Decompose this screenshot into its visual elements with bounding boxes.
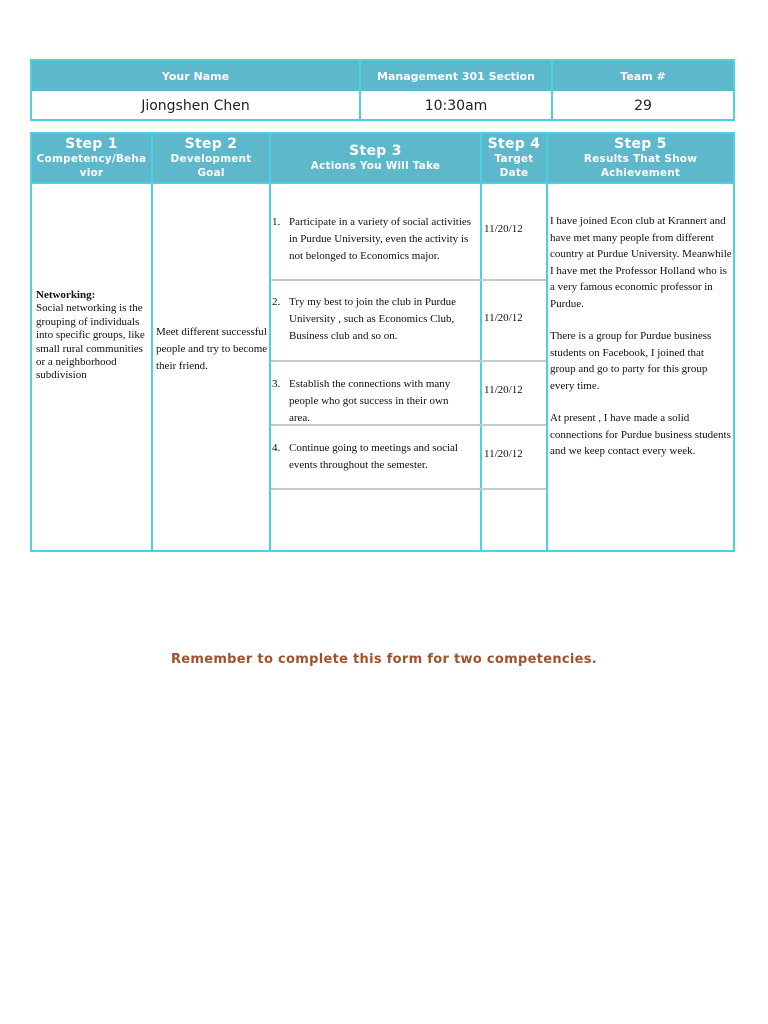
- step-subtitle: Competency/Beha vior: [36, 153, 147, 179]
- step-number: Step 4: [487, 136, 541, 152]
- info-table: [30, 59, 735, 121]
- step-subtitle: Development Goal: [170, 153, 252, 179]
- result-paragraph: At present , I have made a solid connections for Purdue business students and we keep contact every week.: [550, 412, 731, 457]
- action-number: 1.: [272, 216, 281, 228]
- name-value: Jiongshen Chen: [141, 98, 250, 114]
- divider: [546, 134, 548, 550]
- competency-description: Social networking is the grouping of individuals into specific groups, like small rural communities or a neighborhood subdivision: [36, 302, 145, 382]
- action-item: [272, 376, 472, 427]
- result-paragraph: There is a group for Purdue business students on Facebook, I joined that group and go to party for this group every time.: [550, 330, 712, 392]
- result-paragraph: I have joined Econ club at Krannert and have met many people from different country at Purdue University. Meanwhile I have met the Professor Holland who is a very famous economic professor in Purdue.: [550, 215, 732, 310]
- step-number: Step 3: [349, 143, 402, 159]
- action-text: Participate in a variety of social activities in Purdue University, even the activity is not belonged to Economics major.: [289, 216, 472, 262]
- team-value: 29: [634, 98, 652, 114]
- action-number: 2.: [272, 296, 281, 308]
- action-text: Establish the connections with many people who got success in their own area.: [289, 378, 451, 424]
- competency-table: [30, 132, 735, 552]
- header-step-3: [271, 134, 480, 182]
- step-number: Step 2: [184, 136, 238, 152]
- step-number: Step 1: [65, 136, 118, 152]
- target-date: 11/20/12: [484, 223, 523, 235]
- competency-cell: [36, 289, 148, 383]
- header-step-2: [153, 134, 269, 182]
- divider: [151, 134, 153, 550]
- action-number: 3.: [272, 378, 281, 390]
- results-cell: [550, 213, 732, 476]
- target-date: 11/20/12: [484, 448, 523, 460]
- competency-title: Networking:: [36, 289, 96, 301]
- divider: [32, 182, 733, 184]
- step-number: Step 5: [614, 136, 667, 152]
- step-subtitle: Target Date: [494, 153, 534, 179]
- target-date: 11/20/12: [484, 384, 523, 396]
- action-number: 4.: [272, 442, 281, 454]
- action-text: Continue going to meetings and social events throughout the semester.: [289, 442, 458, 471]
- step-subtitle: Results That Show Achievement: [583, 153, 698, 179]
- development-goal: Meet different successful people and try to become their friend.: [156, 326, 268, 372]
- action-item: [272, 214, 472, 265]
- header-step-1: [32, 134, 151, 182]
- section-header: Management 301 Section: [361, 61, 551, 91]
- name-header: Your Name: [32, 61, 359, 91]
- header-step-4: [482, 134, 546, 182]
- header-step-5: [548, 134, 733, 182]
- divider: [551, 61, 553, 119]
- team-header: Team #: [553, 61, 733, 91]
- action-item: [272, 440, 472, 474]
- action-text: Try my best to join the club in Purdue University , such as Economics Club, Business club and so on.: [289, 296, 457, 342]
- divider: [271, 279, 546, 281]
- step-subtitle: Actions You Will Take: [310, 160, 441, 172]
- reminder-note: Remember to complete this form for two competencies.: [170, 652, 598, 667]
- section-value: 10:30am: [424, 98, 488, 114]
- action-item: [272, 294, 472, 345]
- divider: [359, 61, 361, 119]
- divider: [271, 488, 546, 490]
- divider: [271, 360, 546, 362]
- target-date: 11/20/12: [484, 312, 523, 324]
